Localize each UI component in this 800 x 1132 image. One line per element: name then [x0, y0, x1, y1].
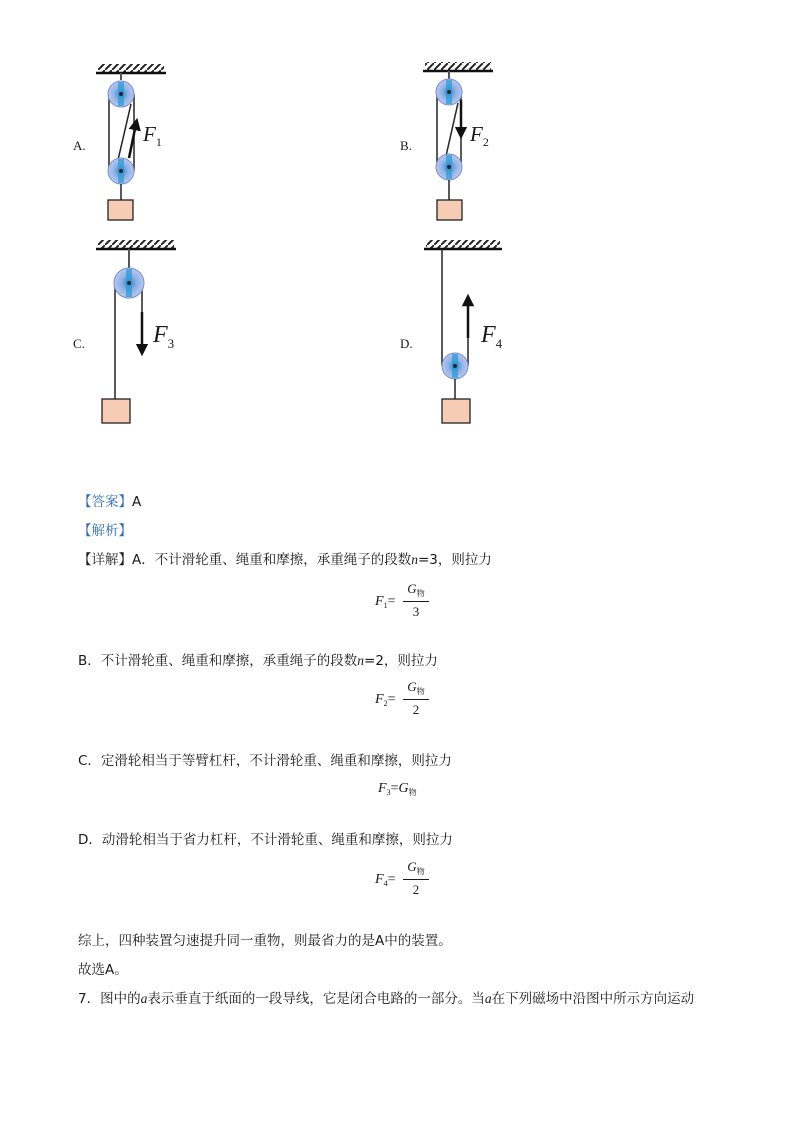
answer-value: A [132, 494, 142, 510]
analysis-tag: 【解析】 [78, 523, 132, 539]
option-label-b: B. [400, 138, 412, 153]
force-label-d: $F_4$ [481, 322, 503, 351]
detail-line-b: B．不计滑轮重、绳重和摩擦，承重绳子的段数n=2，则拉力 [78, 653, 438, 669]
weight-c [102, 399, 130, 423]
answer-line [78, 493, 141, 511]
question-7-line: 7．图中的a表示垂直于纸面的一段导线，它是闭合电路的一部分。当a在下列磁场中沿图中所示方向运动 [78, 991, 695, 1007]
formula-f1: $F_1=$ $G_物$ 3 [375, 583, 445, 623]
ceiling-d [424, 240, 502, 249]
detail-line-d: D．动滑轮相当于省力杠杆，不计滑轮重、绳重和摩擦，则拉力 [78, 832, 453, 848]
summary-line: 综上，四种装置匀速提升同一重物，则最省力的是A中的装置。 [78, 933, 452, 949]
option-label-c: C. [73, 336, 85, 351]
ceiling-b [423, 62, 493, 71]
weight-d [442, 399, 470, 423]
answer-tag: 【答案】 [78, 494, 132, 510]
ceiling-c [96, 240, 176, 249]
ceiling-a [96, 64, 166, 73]
pulley-figures [0, 0, 800, 440]
option-label-d: D. [400, 336, 413, 351]
detail-tag: 【详解】 [78, 552, 132, 568]
weight-b [437, 200, 462, 220]
formula-f4: $F_4=$ $G_物$ 2 [375, 861, 445, 901]
force-arrow-a [129, 124, 136, 158]
formula-f2: $F_2=$ $G_物$ 2 [375, 681, 445, 721]
option-label-a: A. [73, 138, 86, 153]
weight-a [108, 200, 133, 220]
force-label-c: $F_3$ [153, 322, 175, 351]
detail-line-c: C．定滑轮相当于等臂杠杆，不计滑轮重、绳重和摩擦，则拉力 [78, 753, 452, 769]
force-label-a: $F_1$ [143, 122, 162, 149]
detail-line-a: 【详解】A．不计滑轮重、绳重和摩擦，承重绳子的段数n=3，则拉力 [78, 552, 492, 568]
force-label-b: $F_2$ [470, 122, 489, 149]
formula-f3: $F_3=G_物$ [378, 781, 417, 797]
choice-line: 故选A。 [78, 962, 128, 978]
